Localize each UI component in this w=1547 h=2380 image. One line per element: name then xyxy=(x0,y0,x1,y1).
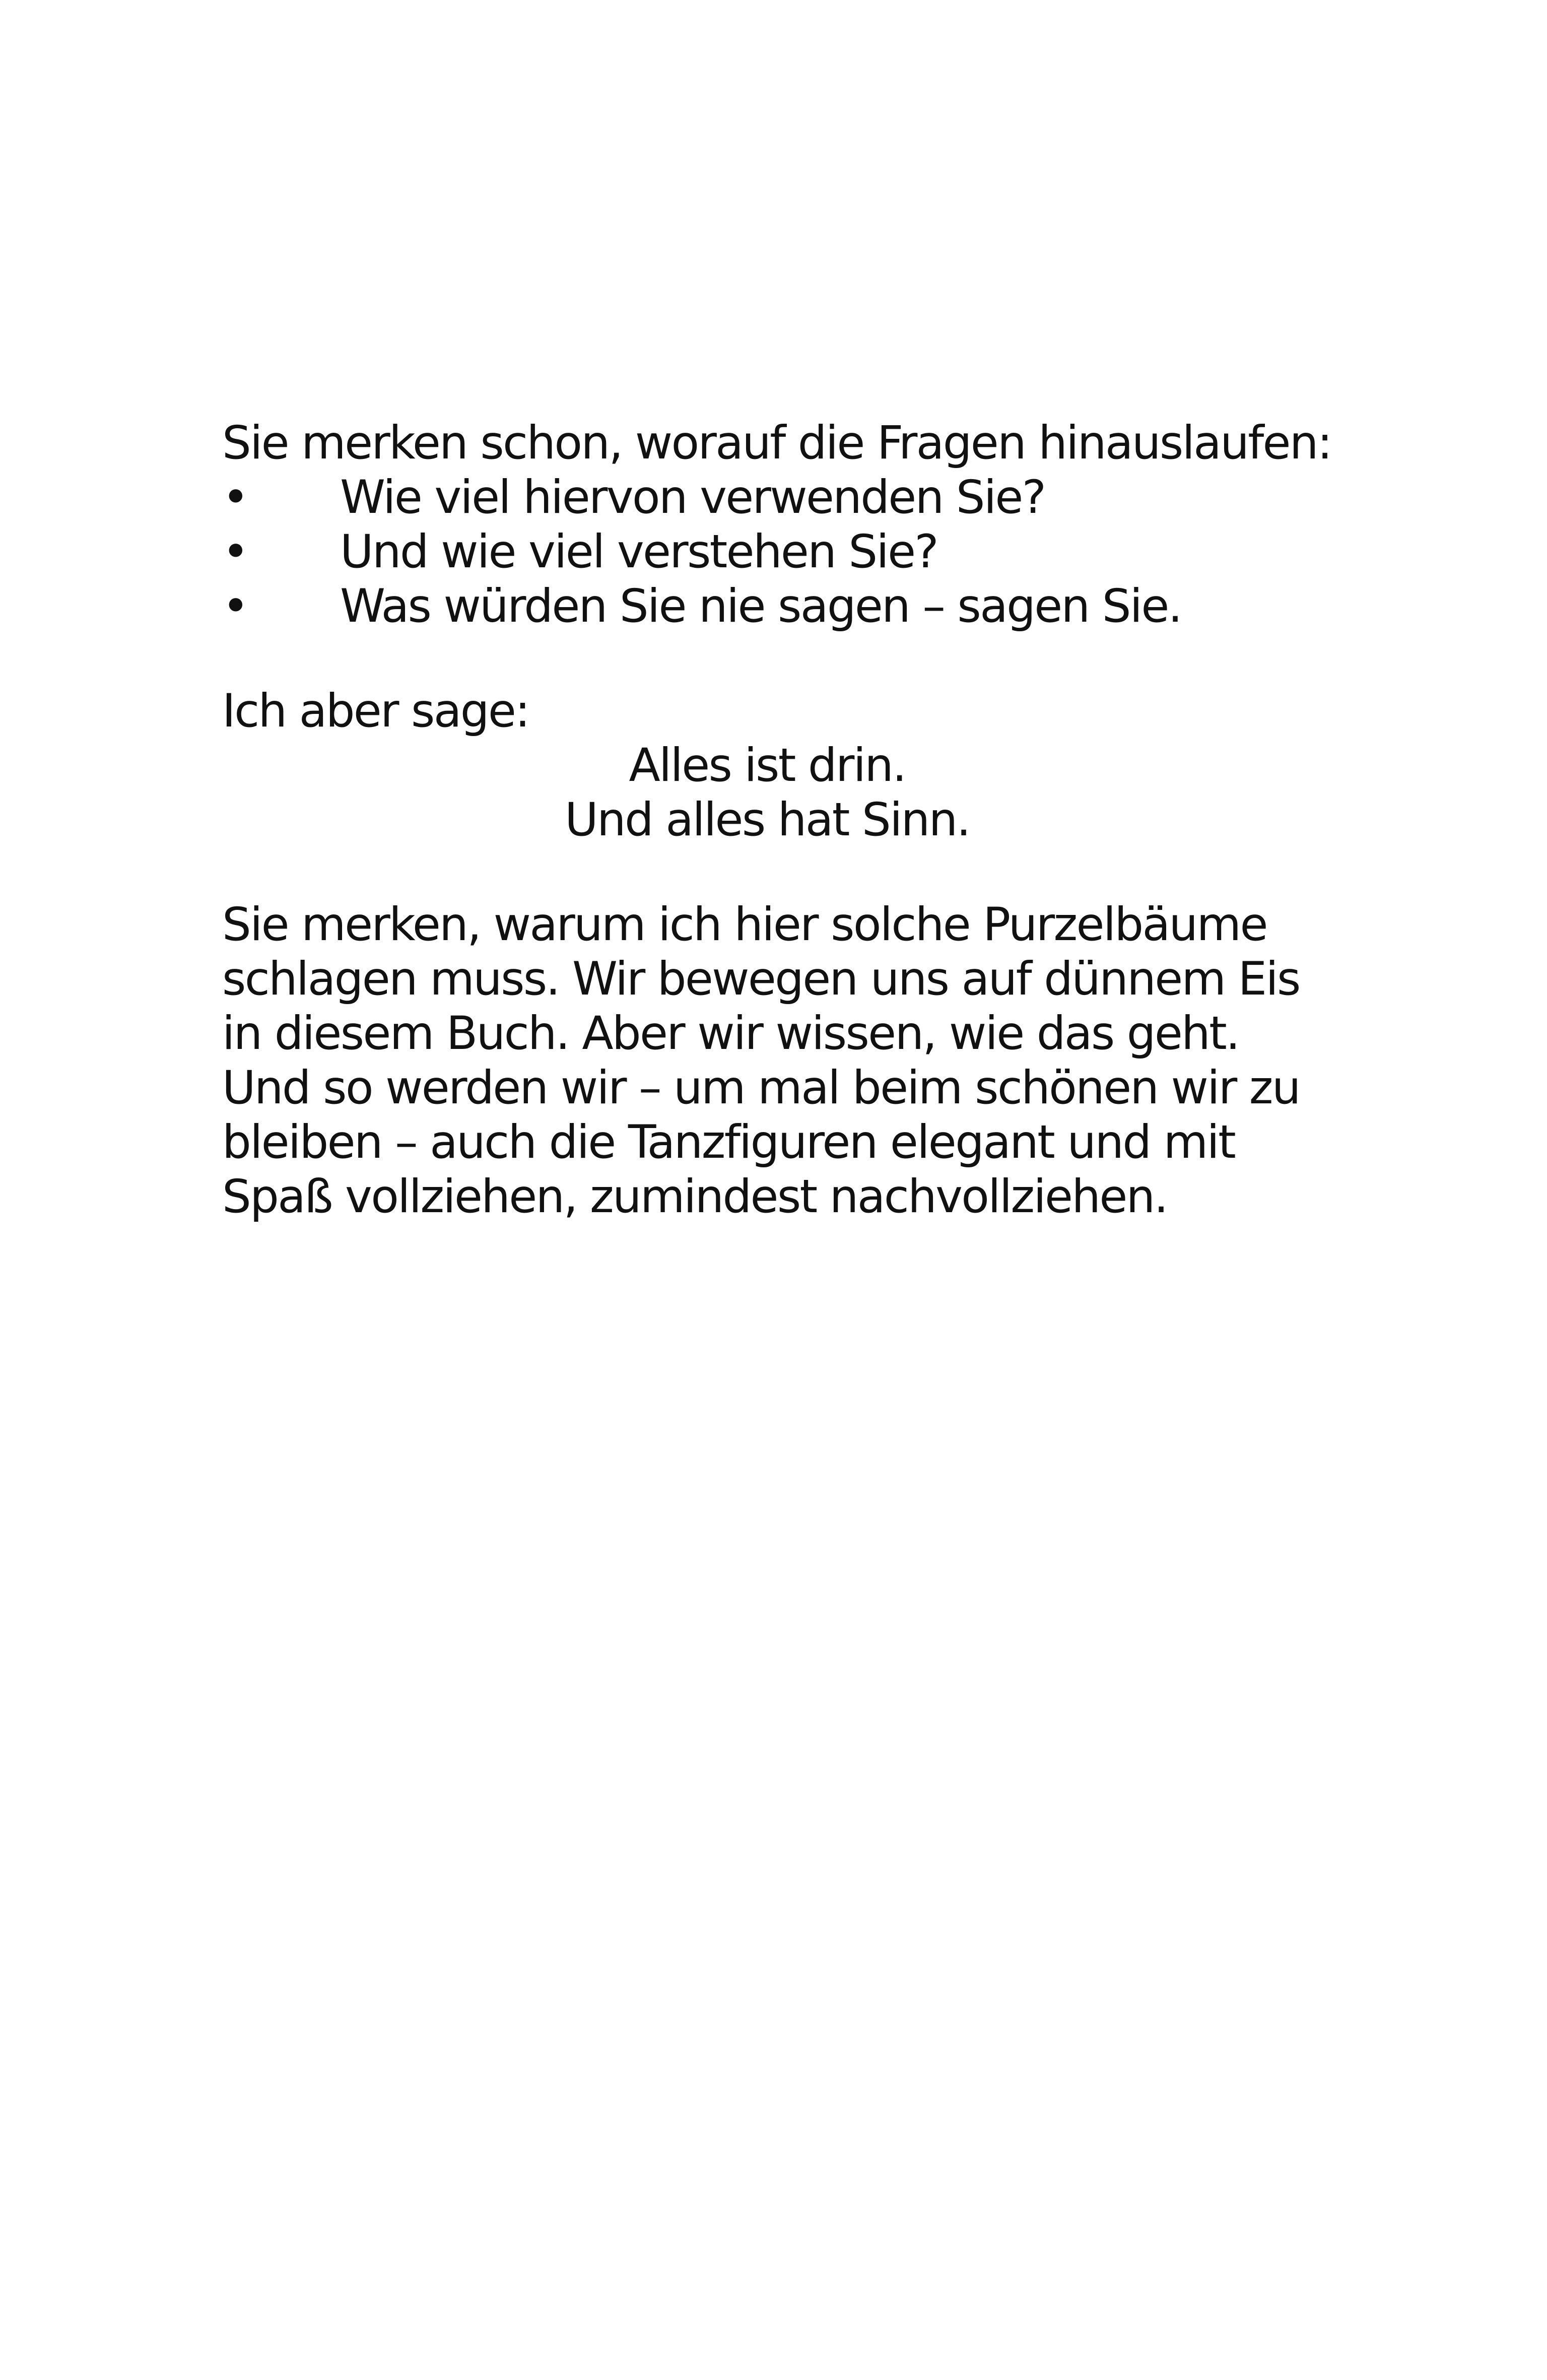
bullet-icon: • xyxy=(222,471,248,524)
intro-line: Sie merken schon, worauf die Fragen hinauslaufen: xyxy=(222,417,1331,470)
list-item xyxy=(222,471,1330,525)
paragraph-line: Und so werden wir – um mal beim schönen wir zu xyxy=(222,1062,1300,1114)
verse-line: Alles ist drin. xyxy=(629,739,906,792)
list-item-text: Wie viel hiervon verwenden Sie? xyxy=(340,471,1045,524)
paragraph-line: in diesem Buch. Aber wir wissen, wie das geht. xyxy=(222,1007,1239,1060)
page-body xyxy=(222,416,1330,1224)
paragraph xyxy=(222,898,1330,1224)
list-item-text: Was würden Sie nie sagen – sagen Sie. xyxy=(340,580,1181,633)
bullet-icon: • xyxy=(222,525,248,578)
paragraph-line: Spaß vollziehen, zumindest nachvollziehen. xyxy=(222,1170,1167,1223)
lead-line: Ich aber sage: xyxy=(222,685,529,738)
paragraph-line: bleiben – auch die Tanzfiguren elegant und mit xyxy=(222,1116,1235,1169)
paragraph-line: schlagen muss. Wir bewegen uns auf dünnem Eis xyxy=(222,953,1300,1006)
spacer xyxy=(222,634,1330,684)
paragraph-line: Sie merken, warum ich hier solche Purzelbäume xyxy=(222,898,1267,951)
question-list xyxy=(222,471,1330,634)
spacer xyxy=(222,847,1330,898)
list-item-text: Und wie viel verstehen Sie? xyxy=(340,525,937,578)
list-item xyxy=(222,525,1330,579)
bullet-icon: • xyxy=(222,580,248,633)
verse-line: Und alles hat Sinn. xyxy=(565,794,970,846)
list-item xyxy=(222,579,1330,634)
